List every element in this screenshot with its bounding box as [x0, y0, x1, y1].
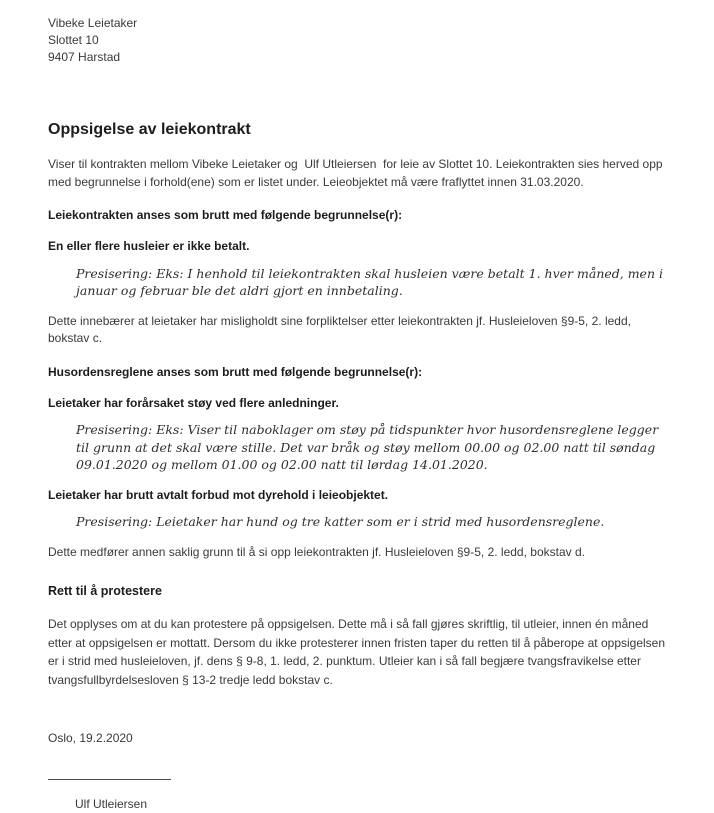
letter-title: Oppsigelse av leiekontrakt [48, 121, 251, 138]
signature-line [48, 778, 171, 780]
recipient-name: Vibeke Leietaker [48, 16, 138, 30]
signature-name: Ulf Utleiersen [75, 796, 148, 811]
animals-reason: Leietaker har brutt avtalt forbud mot dyrehold i leieobjektet. [48, 487, 389, 502]
noise-reason: Leietaker har forårsaket støy ved flere anledninger. [48, 395, 339, 410]
intro-paragraph: Viser til kontrakten mellom Vibeke Leietaker og Ulf Utleiersen for leie av Slottet 10. Leiekontrakten sies herved opp med begrunnelse i forhold(ene) som er listet under. Leieobjektet må være fraflyttet innen 31.03.2020. [48, 157, 666, 189]
husordensregler-heading: Husordensreglene anses som brutt med følgende begrunnelse(r): [48, 364, 423, 379]
animals-presisering: Presisering: Leietaker har hund og tre katter som er i strid med husordensreglene. [76, 514, 605, 530]
contract-breach-reason: En eller flere husleier er ikke betalt. [48, 239, 250, 254]
place-and-date: Oslo, 19.2.2020 [48, 730, 133, 745]
protest-heading: Rett til å protestere [48, 584, 162, 599]
protest-paragraph: Det opplyses om at du kan protestere på oppsigelsen. Dette må i så fall gjøres skriftlig, til utleier, innen én måned etter at oppsigelsen er mottatt. Dersom du ikke protesterer innen fristen taper du retten til å påberope at oppsigelsen er i strid med husleieloven, jf. dens § 9-8, 1. ledd, 2. punktum. Utleier kan i så fall begjære tvangsfravikelse etter tvangsfullbyrdelsesloven § 13-2 tredje ledd bokstav c. [48, 617, 666, 687]
noise-presisering: Presisering: Eks: Viser til naboklager om støy på tidspunkter hvor husordensreglene legger til grunn at det skal være stille. Det var bråk og støy mellom 00.00 og 02.00 natt til søndag 09.01.2020 og mellom 01.00 og 02.00 natt til lørdag 14.01.2020. [76, 422, 659, 473]
contract-breach-presisering: Presisering: Eks: I henhold til leiekontrakten skal husleien være betalt 1. hver måned, men i januar og februar ble det aldri gjort en innbetaling. [76, 265, 663, 299]
recipient-postal: 9407 Harstad [48, 50, 121, 64]
contract-breach-heading: Leiekontrakten anses som brutt med følgende begrunnelse(r): [48, 207, 403, 222]
husordensregler-conclusion: Dette medfører annen saklig grunn til å si opp leiekontrakten jf. Husleieloven §9-5, 2. ledd, bokstav d. [48, 544, 585, 559]
contract-breach-conclusion: Dette innebærer at leietaker har misligholdt sine forpliktelser etter leiekontrakten jf. Husleieloven §9-5, 2. ledd, bokstav c. [48, 313, 631, 346]
recipient-street: Slottet 10 [48, 33, 99, 47]
recipient-address-block [48, 15, 668, 66]
